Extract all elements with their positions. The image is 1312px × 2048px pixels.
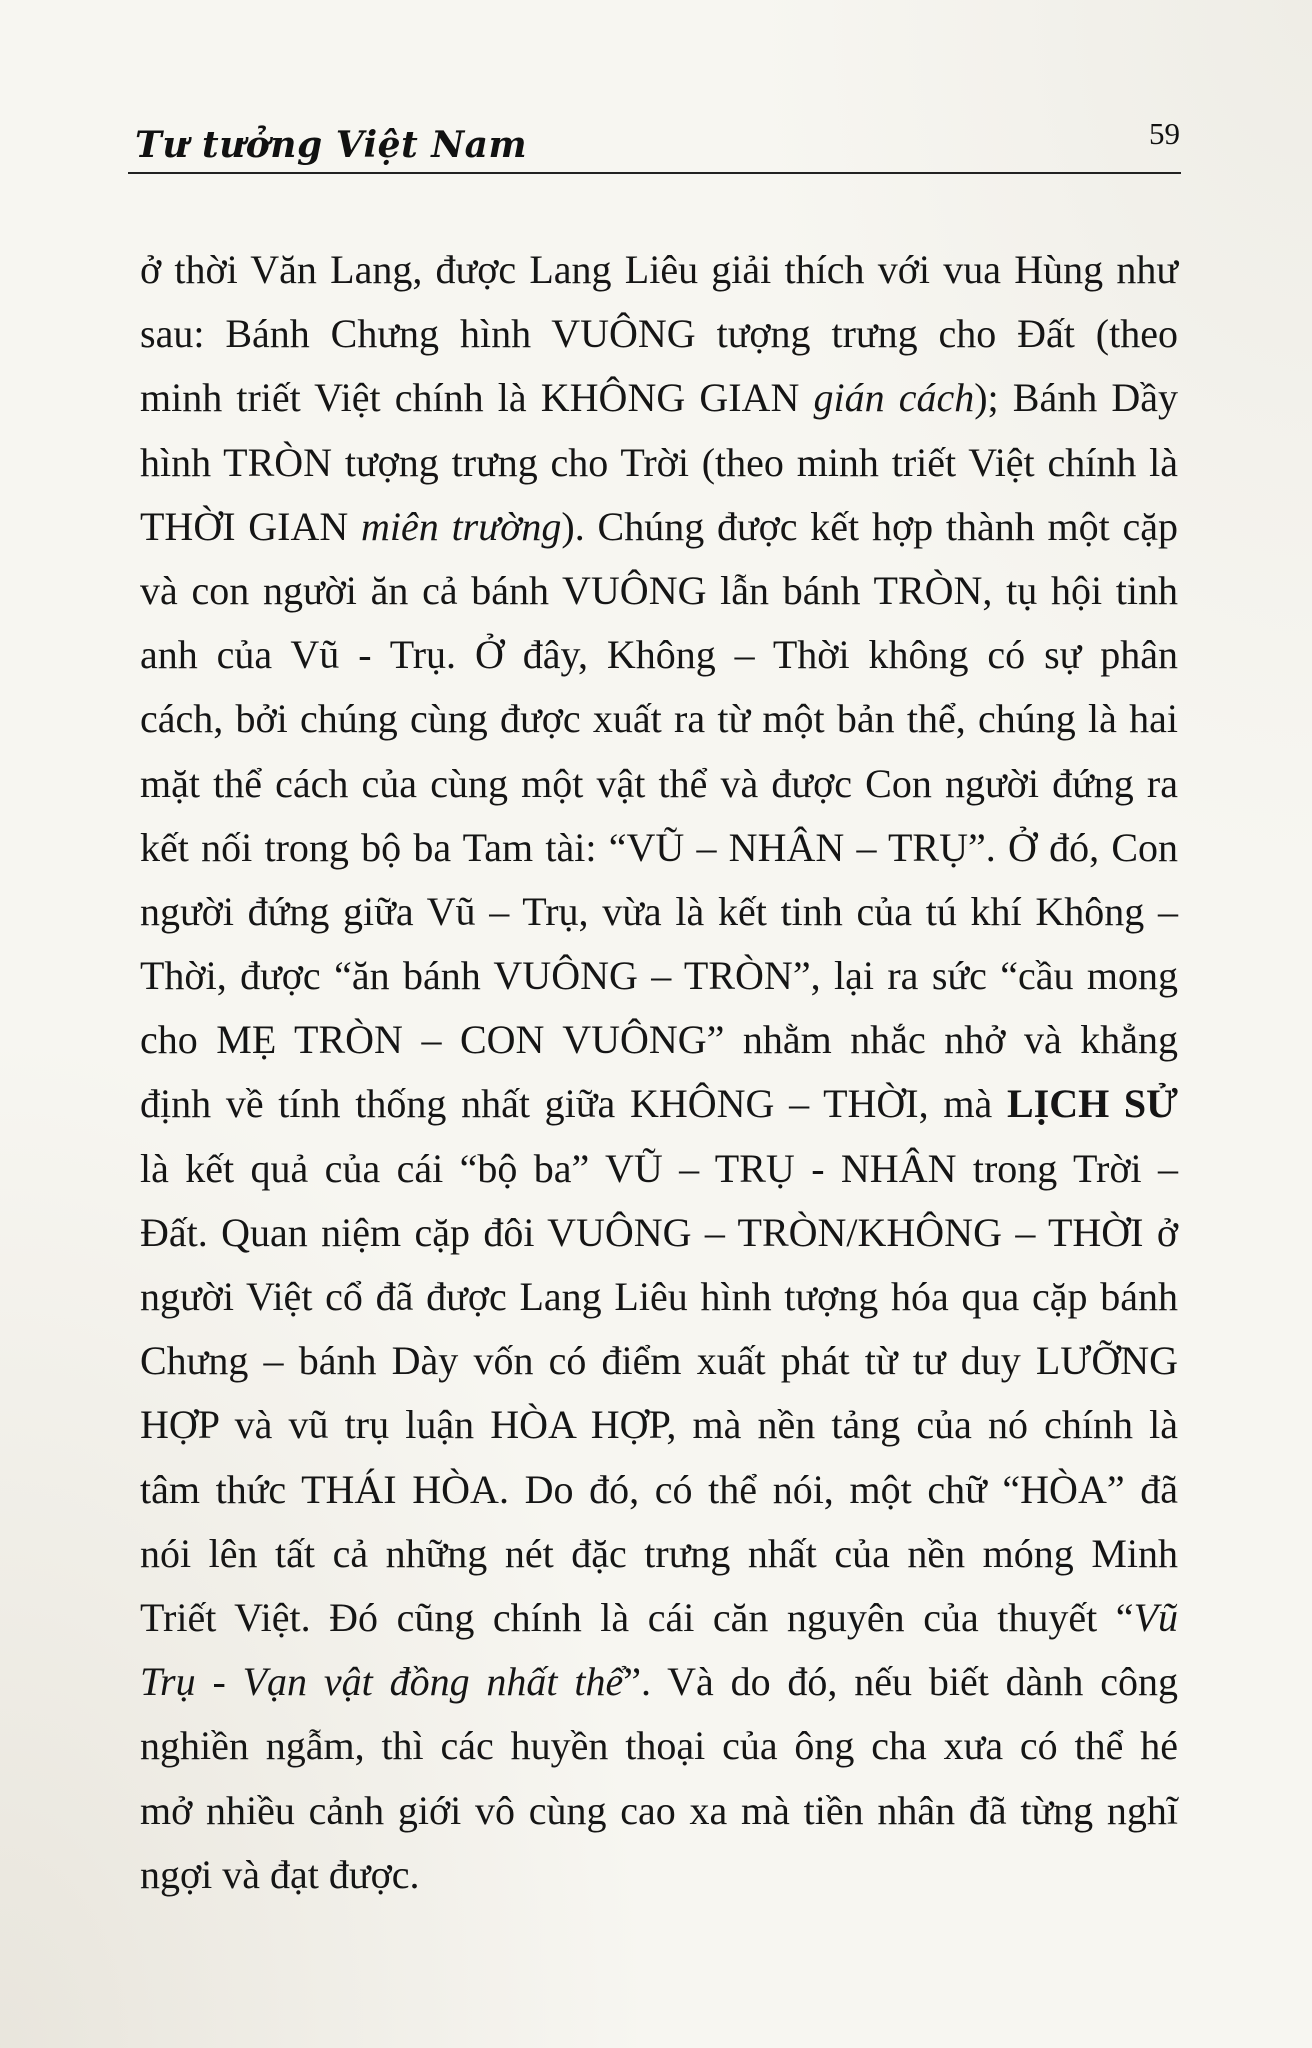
text-run: là kết quả của cái “bộ ba” VŨ – TRỤ - NHÂN trong Trời –	[140, 1145, 1178, 1191]
text-run: cách, bởi chúng cùng được xuất ra từ một bản thể, chúng là hai	[140, 696, 1178, 742]
text-line	[140, 1072, 1178, 1136]
text-run: Chưng – bánh Dày vốn có điểm xuất phát từ tư duy LƯỠNG	[140, 1338, 1178, 1384]
running-head-title: Tư tưởng Việt Nam	[135, 124, 528, 166]
text-line	[140, 1650, 1178, 1714]
italic-text: Trụ - Vạn vật đồng nhất thể	[140, 1659, 624, 1705]
text-run: Triết Việt. Đó cũng chính là cái căn nguyên của thuyết “	[140, 1594, 1134, 1640]
text-run: Thời, được “ăn bánh VUÔNG – TRÒN”, lại ra sức “cầu mong	[140, 953, 1178, 999]
text-line	[140, 238, 1178, 302]
bold-text: LỊCH SỬ	[1006, 1081, 1179, 1127]
body-paragraph	[140, 238, 1178, 1907]
text-line	[140, 1201, 1178, 1265]
text-line	[140, 687, 1178, 751]
text-run: định về tính thống nhất giữa KHÔNG – THỜI, mà	[140, 1081, 1007, 1127]
text-run: Đất. Quan niệm cặp đôi VUÔNG – TRÒN/KHÔNG – THỜI ở	[140, 1209, 1178, 1255]
text-run: cho MẸ TRÒN – CON VUÔNG” nhằm nhắc nhở và khẳng	[140, 1017, 1178, 1063]
page-number: 59	[1149, 116, 1180, 151]
text-line	[140, 1008, 1178, 1072]
text-line	[140, 1329, 1178, 1393]
text-line	[140, 302, 1178, 366]
text-line	[140, 559, 1178, 623]
text-run: và con người ăn cả bánh VUÔNG lẫn bánh TRÒN, tụ hội tinh	[140, 567, 1178, 613]
text-run: sau: Bánh Chưng hình VUÔNG tượng trưng cho Đất (theo	[140, 311, 1178, 357]
text-run: ngợi và đạt được.	[140, 1851, 420, 1897]
text-line	[140, 1137, 1178, 1201]
text-run: minh triết Việt chính là KHÔNG GIAN	[140, 375, 814, 421]
italic-text: Vũ	[1133, 1594, 1178, 1640]
text-line	[140, 1265, 1178, 1329]
text-line	[140, 1843, 1178, 1907]
text-run: kết nối trong bộ ba Tam tài: “VŨ – NHÂN – TRỤ”. Ở đó, Con	[140, 824, 1178, 870]
text-line	[140, 1393, 1178, 1457]
text-run: tâm thức THÁI HÒA. Do đó, có thể nói, một chữ “HÒA” đã	[140, 1466, 1178, 1512]
text-run: hình TRÒN tượng trưng cho Trời (theo minh triết Việt chính là	[140, 439, 1178, 485]
text-line	[140, 366, 1178, 430]
text-line	[140, 1714, 1178, 1778]
text-run: nghiền ngẫm, thì các huyền thoại của ông cha xưa có thể hé	[140, 1723, 1178, 1769]
text-run: THỜI GIAN	[140, 503, 362, 549]
header-rule	[128, 172, 1181, 174]
text-run: HỢP và vũ trụ luận HÒA HỢP, mà nền tảng của nó chính là	[140, 1402, 1178, 1448]
text-line	[140, 495, 1178, 559]
text-run: người Việt cổ đã được Lang Liêu hình tượng hóa qua cặp bánh	[140, 1274, 1178, 1319]
text-line	[140, 1779, 1178, 1843]
text-run: ở thời Văn Lang, được Lang Liêu giải thích với vua Hùng như	[140, 247, 1178, 292]
text-line	[140, 623, 1178, 687]
text-line	[140, 431, 1178, 495]
text-run: ); Bánh Dầy	[974, 375, 1179, 421]
text-line	[140, 1458, 1178, 1522]
italic-text: miên trường	[361, 503, 562, 549]
text-run: người đứng giữa Vũ – Trụ, vừa là kết tinh của tú khí Không –	[140, 888, 1178, 934]
text-run: mở nhiều cảnh giới vô cùng cao xa mà tiền nhân đã từng nghĩ	[140, 1787, 1178, 1833]
text-line	[140, 1522, 1178, 1586]
text-line	[140, 944, 1178, 1008]
text-line	[140, 1586, 1178, 1650]
text-run: anh của Vũ - Trụ. Ở đây, Không – Thời không có sự phân	[140, 632, 1178, 678]
text-line	[140, 816, 1178, 880]
text-run: ). Chúng được kết hợp thành một cặp	[561, 503, 1178, 549]
text-run: ”. Và do đó, nếu biết dành công	[623, 1659, 1178, 1705]
text-line	[140, 880, 1178, 944]
italic-text: gián cách	[813, 375, 975, 421]
text-run: nói lên tất cả những nét đặc trưng nhất của nền móng Minh	[140, 1530, 1178, 1576]
text-line	[140, 752, 1178, 816]
text-run: mặt thể cách của cùng một vật thể và được Con người đứng ra	[140, 760, 1178, 806]
